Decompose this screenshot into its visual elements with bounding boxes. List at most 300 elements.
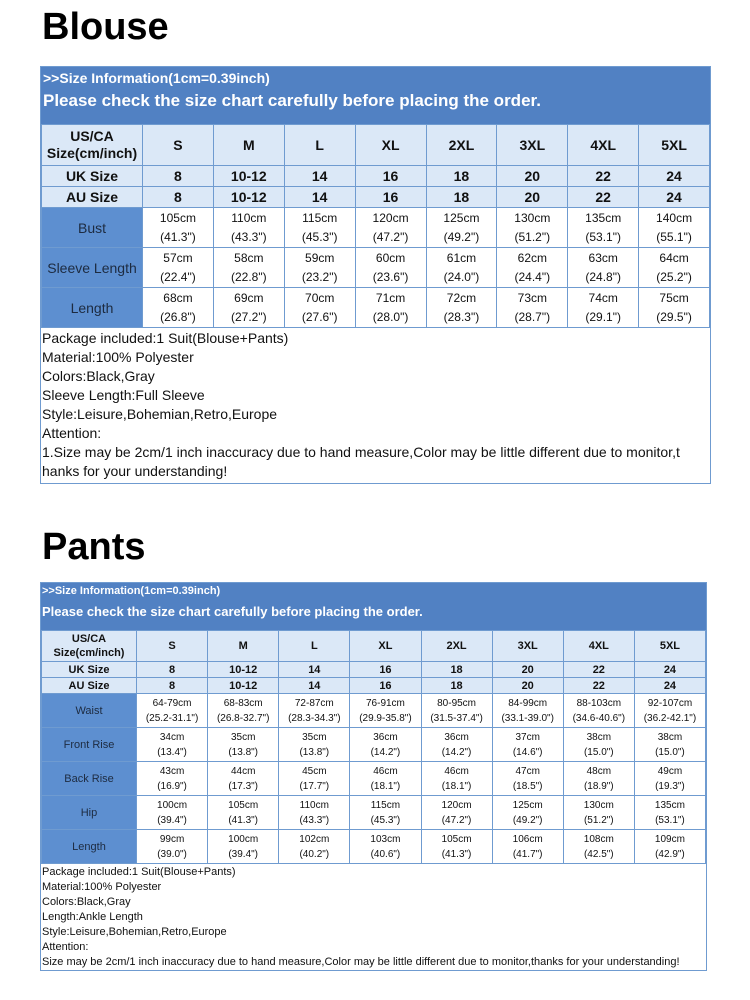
inch-value: (19.3") <box>655 780 685 792</box>
inch-value: (27.2") <box>231 309 267 324</box>
table-cell: 18 <box>426 166 497 187</box>
measurement-label: Back Rise <box>42 762 137 796</box>
desc-line: Style:Leisure,Bohemian,Retro,Europe <box>42 926 227 938</box>
measurement-cell <box>208 796 279 830</box>
inch-value: (18.1") <box>441 780 472 792</box>
table-cell: 14 <box>279 662 350 678</box>
blouse-uk-row <box>42 166 710 187</box>
measurement-cell <box>137 762 208 796</box>
measurement-cell <box>421 830 492 864</box>
inch-value: (39.0") <box>157 848 187 860</box>
size-header: 2XL <box>426 125 497 166</box>
cm-value: 100cm <box>228 833 259 845</box>
inch-value: (22.8") <box>231 269 267 284</box>
measurement-cell <box>208 694 279 728</box>
cm-value: 44cm <box>230 765 256 777</box>
inch-value: (43.3") <box>231 229 267 244</box>
cm-value: 105cm <box>441 833 472 845</box>
cm-value: 135cm <box>654 799 685 811</box>
measurement-cell <box>497 208 568 248</box>
desc-line: Attention: <box>42 941 89 953</box>
measurement-cell <box>208 728 279 762</box>
measurement-cell <box>213 248 284 288</box>
cm-value: 64-79cm <box>152 697 192 709</box>
desc-line: Colors:Black,Gray <box>42 368 155 384</box>
cm-value: 63cm <box>588 250 618 265</box>
measurement-row <box>42 248 710 288</box>
blouse-header-label-line1: US/CA <box>70 128 114 144</box>
table-cell: 16 <box>350 678 421 694</box>
cm-value: 43cm <box>159 765 185 777</box>
cm-value: 100cm <box>157 799 188 811</box>
pants-size-info: >>Size Information(1cm=0.39inch) <box>42 585 221 597</box>
cm-value: 105cm <box>159 210 196 225</box>
measurement-cell <box>563 762 634 796</box>
inch-value: (18.9") <box>583 780 614 792</box>
inch-value: (17.3") <box>228 780 259 792</box>
desc-line: Material:100% Polyester <box>42 881 162 893</box>
table-cell: 24 <box>634 662 705 678</box>
measurement-cell <box>137 728 208 762</box>
size-header: XL <box>350 631 421 662</box>
cm-value: 72-87cm <box>294 697 334 709</box>
cm-value: 80-95cm <box>437 697 477 709</box>
inch-value: (13.4") <box>157 746 187 758</box>
inch-value: (33.1-39.0") <box>501 712 554 724</box>
cm-value: 92-107cm <box>647 697 693 709</box>
cm-value: 49cm <box>657 765 683 777</box>
cm-value: 69cm <box>234 290 264 305</box>
inch-value: (31.5-37.4") <box>430 712 483 724</box>
cm-value: 120cm <box>441 799 472 811</box>
cm-value: 46cm <box>444 765 469 777</box>
inch-value: (28.3") <box>443 309 480 324</box>
cm-value: 35cm <box>230 731 256 743</box>
inch-value: (53.1") <box>585 229 621 244</box>
table-cell: 24 <box>639 166 710 187</box>
inch-value: (24.4") <box>514 269 551 284</box>
cm-value: 115cm <box>302 210 338 225</box>
measurement-cell <box>279 728 350 762</box>
measurement-cell <box>492 694 563 728</box>
measurement-cell <box>421 796 492 830</box>
measurement-cell <box>279 830 350 864</box>
inch-value: (14.2") <box>370 746 401 758</box>
inch-value: (41.3") <box>228 814 259 826</box>
inch-value: (40.2") <box>299 848 330 860</box>
inch-value: (14.2") <box>441 746 472 758</box>
cm-value: 34cm <box>159 731 185 743</box>
desc-line: Attention: <box>42 425 102 441</box>
cm-value: 59cm <box>305 250 335 265</box>
blouse-header-label <box>42 125 143 166</box>
inch-value: (26.8-32.7") <box>216 712 270 724</box>
measurement-cell <box>634 694 705 728</box>
inch-value: (29.5") <box>656 309 692 324</box>
cm-value: 47cm <box>515 765 540 777</box>
cm-value: 102cm <box>299 833 330 845</box>
cm-value: 70cm <box>305 290 335 305</box>
cm-value: 109cm <box>654 833 685 845</box>
measurement-cell <box>143 208 214 248</box>
measurement-cell <box>137 796 208 830</box>
cm-value: 125cm <box>512 799 543 811</box>
table-cell: 10-12 <box>213 166 284 187</box>
table-cell: 8 <box>137 662 208 678</box>
blouse-size-chart <box>40 66 711 484</box>
measurement-cell <box>279 762 350 796</box>
inch-value: (23.2") <box>301 269 338 284</box>
inch-value: (28.0") <box>372 309 409 324</box>
inch-value: (49.2") <box>443 229 480 244</box>
measurement-label: Hip <box>42 796 137 830</box>
desc-line: hanks for your understanding! <box>42 463 228 479</box>
desc-line: Package included:1 Suit(Blouse+Pants) <box>42 866 236 878</box>
cm-value: 46cm <box>373 765 398 777</box>
pants-size-table <box>41 630 706 864</box>
blouse-au-row <box>42 187 710 208</box>
cm-value: 110cm <box>299 799 329 811</box>
measurement-cell <box>421 694 492 728</box>
size-header: 4XL <box>568 125 639 166</box>
cm-value: 68cm <box>163 290 193 305</box>
row-label: AU Size <box>42 678 137 694</box>
inch-value: (27.6") <box>301 309 338 324</box>
row-label: UK Size <box>42 166 143 187</box>
measurement-cell <box>279 796 350 830</box>
measurement-row <box>42 762 706 796</box>
inch-value: (36.2-42.1") <box>643 712 697 724</box>
measurement-cell <box>213 208 284 248</box>
cm-value: 61cm <box>446 250 477 265</box>
inch-value: (23.6") <box>372 269 409 284</box>
measurement-cell <box>568 288 639 328</box>
inch-value: (39.4") <box>157 814 187 826</box>
desc-line: Material:100% Polyester <box>42 349 194 365</box>
table-cell: 10-12 <box>213 187 284 208</box>
measurement-cell <box>350 694 421 728</box>
cm-value: 105cm <box>228 799 259 811</box>
cm-value: 71cm <box>375 290 406 305</box>
inch-value: (34.6-40.6") <box>572 712 626 724</box>
cm-value: 74cm <box>588 290 618 305</box>
inch-value: (13.8") <box>228 746 259 758</box>
table-cell: 22 <box>563 662 634 678</box>
pants-description <box>41 864 706 970</box>
table-cell: 14 <box>279 678 350 694</box>
cm-value: 130cm <box>583 799 614 811</box>
inch-value: (51.2") <box>514 229 551 244</box>
inch-value: (42.5") <box>583 848 614 860</box>
inch-value: (22.4") <box>160 269 196 284</box>
row-label: UK Size <box>42 662 137 678</box>
table-cell: 20 <box>497 166 568 187</box>
blouse-measurements <box>42 208 710 328</box>
inch-value: (25.2-31.1") <box>145 712 199 724</box>
cm-value: 57cm <box>163 250 193 265</box>
table-cell: 10-12 <box>208 662 279 678</box>
inch-value: (41.7") <box>512 848 543 860</box>
measurement-cell <box>137 694 208 728</box>
cm-value: 68-83cm <box>223 697 263 709</box>
pants-size-chart <box>40 582 707 971</box>
pants-chart-header <box>41 583 706 630</box>
pants-header-label-line1: US/CA <box>71 633 107 645</box>
row-label: AU Size <box>42 187 143 208</box>
table-cell: 20 <box>497 187 568 208</box>
size-header: S <box>137 631 208 662</box>
desc-line: Length:Ankle Length <box>42 911 143 923</box>
inch-value: (26.8") <box>160 309 196 324</box>
size-header: 5XL <box>639 125 710 166</box>
cm-value: 38cm <box>657 731 683 743</box>
inch-value: (41.3") <box>160 229 196 244</box>
desc-line: Package included:1 Suit(Blouse+Pants) <box>42 330 289 346</box>
measurement-cell <box>355 208 426 248</box>
measurement-cell <box>137 830 208 864</box>
blouse-size-table <box>41 124 710 328</box>
measurement-row <box>42 288 710 328</box>
pants-header-row <box>42 631 706 662</box>
cm-value: 36cm <box>444 731 469 743</box>
measurement-row <box>42 830 706 864</box>
inch-value: (18.1") <box>370 780 401 792</box>
table-cell: 22 <box>568 187 639 208</box>
measurement-cell <box>634 762 705 796</box>
table-cell: 18 <box>421 678 492 694</box>
measurement-cell <box>350 796 421 830</box>
measurement-cell <box>279 694 350 728</box>
pants-measurements <box>42 694 706 864</box>
measurement-cell <box>213 288 284 328</box>
measurement-cell <box>421 762 492 796</box>
cm-value: 84-99cm <box>508 697 548 709</box>
cm-value: 64cm <box>659 250 689 265</box>
size-header: 3XL <box>492 631 563 662</box>
desc-line: 1.Size may be 2cm/1 inch inaccuracy due to hand measure,Color may be little different due to monitor,t <box>42 444 680 460</box>
table-cell: 24 <box>634 678 705 694</box>
cm-value: 72cm <box>446 290 477 305</box>
cm-value: 76-91cm <box>365 697 405 709</box>
desc-line: Sleeve Length:Full Sleeve <box>42 387 205 403</box>
table-cell: 22 <box>563 678 634 694</box>
measurement-row <box>42 796 706 830</box>
cm-value: 73cm <box>517 290 547 305</box>
measurement-cell <box>492 762 563 796</box>
inch-value: (29.9-35.8") <box>359 712 412 724</box>
inch-value: (49.2") <box>512 814 543 826</box>
inch-value: (24.8") <box>585 269 621 284</box>
pants-header-label <box>42 631 137 662</box>
measurement-cell <box>421 728 492 762</box>
inch-value: (42.9") <box>655 848 685 860</box>
cm-value: 120cm <box>372 210 409 225</box>
measurement-cell <box>208 762 279 796</box>
measurement-cell <box>639 288 710 328</box>
measurement-cell <box>563 728 634 762</box>
table-cell: 14 <box>284 166 355 187</box>
table-cell: 24 <box>639 187 710 208</box>
measurement-cell <box>143 288 214 328</box>
inch-value: (25.2") <box>656 269 692 284</box>
cm-value: 62cm <box>517 250 547 265</box>
measurement-cell <box>568 248 639 288</box>
cm-value: 38cm <box>586 731 612 743</box>
cm-value: 99cm <box>159 833 185 845</box>
table-cell: 18 <box>421 662 492 678</box>
cm-value: 110cm <box>231 210 267 225</box>
measurement-cell <box>563 694 634 728</box>
table-cell: 8 <box>143 166 214 187</box>
cm-value: 115cm <box>370 799 401 811</box>
size-header: XL <box>355 125 426 166</box>
size-header: M <box>208 631 279 662</box>
measurement-label: Waist <box>42 694 137 728</box>
measurement-cell <box>208 830 279 864</box>
table-cell: 18 <box>426 187 497 208</box>
inch-value: (41.3") <box>441 848 472 860</box>
measurement-row <box>42 208 710 248</box>
measurement-cell <box>355 288 426 328</box>
measurement-label: Length <box>42 288 143 328</box>
desc-line: Colors:Black,Gray <box>42 896 131 908</box>
measurement-label: Bust <box>42 208 143 248</box>
inch-value: (28.3-34.3") <box>288 712 341 724</box>
blouse-title: Blouse <box>42 6 169 48</box>
measurement-cell <box>634 830 705 864</box>
measurement-cell <box>492 796 563 830</box>
measurement-label: Front Rise <box>42 728 137 762</box>
pants-au-row <box>42 678 706 694</box>
measurement-cell <box>639 208 710 248</box>
table-cell: 16 <box>355 187 426 208</box>
inch-value: (45.3") <box>370 814 401 826</box>
desc-line: Size may be 2cm/1 inch inaccuracy due to hand measure,Color may be little different due to monitor,thanks for your understanding! <box>42 956 680 968</box>
table-cell: 22 <box>568 166 639 187</box>
inch-value: (40.6") <box>370 848 401 860</box>
pants-title: Pants <box>42 526 146 568</box>
inch-value: (13.8") <box>299 746 330 758</box>
blouse-header-label-line2: Size(cm/inch) <box>46 145 138 161</box>
measurement-cell <box>350 830 421 864</box>
size-header: 2XL <box>421 631 492 662</box>
blouse-description <box>41 328 710 483</box>
measurement-cell <box>563 796 634 830</box>
measurement-row <box>42 694 706 728</box>
table-cell: 16 <box>350 662 421 678</box>
pants-uk-row <box>42 662 706 678</box>
measurement-cell <box>563 830 634 864</box>
size-header: 5XL <box>634 631 705 662</box>
measurement-cell <box>350 762 421 796</box>
size-header: L <box>279 631 350 662</box>
size-header: M <box>213 125 284 166</box>
inch-value: (16.9") <box>157 780 187 792</box>
cm-value: 37cm <box>515 731 540 743</box>
measurement-cell <box>568 208 639 248</box>
measurement-cell <box>497 288 568 328</box>
table-cell: 20 <box>492 678 563 694</box>
cm-value: 60cm <box>375 250 406 265</box>
measurement-cell <box>492 830 563 864</box>
cm-value: 35cm <box>302 731 327 743</box>
cm-value: 58cm <box>234 250 264 265</box>
pants-header-label-line2: Size(cm/inch) <box>53 647 125 659</box>
table-cell: 16 <box>355 166 426 187</box>
blouse-size-note: Please check the size chart carefully before placing the order. <box>43 91 541 110</box>
inch-value: (29.1") <box>585 309 621 324</box>
inch-value: (15.0") <box>583 746 614 758</box>
inch-value: (47.2") <box>441 814 472 826</box>
table-cell: 20 <box>492 662 563 678</box>
cm-value: 45cm <box>302 765 327 777</box>
inch-value: (14.6") <box>512 746 543 758</box>
cm-value: 36cm <box>373 731 398 743</box>
table-cell: 14 <box>284 187 355 208</box>
measurement-cell <box>284 248 355 288</box>
inch-value: (15.0") <box>655 746 685 758</box>
inch-value: (53.1") <box>655 814 685 826</box>
inch-value: (18.5") <box>512 780 543 792</box>
measurement-cell <box>497 248 568 288</box>
inch-value: (43.3") <box>299 814 330 826</box>
inch-value: (39.4") <box>228 848 259 860</box>
size-header: 4XL <box>563 631 634 662</box>
measurement-cell <box>355 248 426 288</box>
measurement-cell <box>426 248 497 288</box>
inch-value: (51.2") <box>583 814 614 826</box>
table-cell: 8 <box>137 678 208 694</box>
cm-value: 48cm <box>586 765 612 777</box>
inch-value: (45.3") <box>301 229 338 244</box>
pants-size-note: Please check the size chart carefully before placing the order. <box>42 604 423 619</box>
measurement-cell <box>639 248 710 288</box>
measurement-cell <box>492 728 563 762</box>
measurement-cell <box>284 288 355 328</box>
measurement-cell <box>350 728 421 762</box>
inch-value: (17.7") <box>299 780 330 792</box>
size-header: L <box>284 125 355 166</box>
inch-value: (24.0") <box>443 269 480 284</box>
size-header: 3XL <box>497 125 568 166</box>
blouse-chart-header <box>41 67 710 124</box>
inch-value: (55.1") <box>656 229 692 244</box>
blouse-size-info: >>Size Information(1cm=0.39inch) <box>43 70 270 86</box>
measurement-label: Sleeve Length <box>42 248 143 288</box>
cm-value: 88-103cm <box>576 697 622 709</box>
cm-value: 130cm <box>514 210 551 225</box>
measurement-cell <box>426 288 497 328</box>
cm-value: 125cm <box>443 210 480 225</box>
cm-value: 140cm <box>656 210 693 225</box>
measurement-label: Length <box>42 830 137 864</box>
table-cell: 10-12 <box>208 678 279 694</box>
measurement-row <box>42 728 706 762</box>
cm-value: 103cm <box>370 833 401 845</box>
measurement-cell <box>634 796 705 830</box>
inch-value: (47.2") <box>372 229 409 244</box>
measurement-cell <box>143 248 214 288</box>
blouse-header-row <box>42 125 710 166</box>
cm-value: 75cm <box>659 290 689 305</box>
cm-value: 106cm <box>512 833 543 845</box>
table-cell: 8 <box>143 187 214 208</box>
measurement-cell <box>634 728 705 762</box>
measurement-cell <box>426 208 497 248</box>
cm-value: 135cm <box>585 210 622 225</box>
size-header: S <box>143 125 214 166</box>
cm-value: 108cm <box>583 833 614 845</box>
